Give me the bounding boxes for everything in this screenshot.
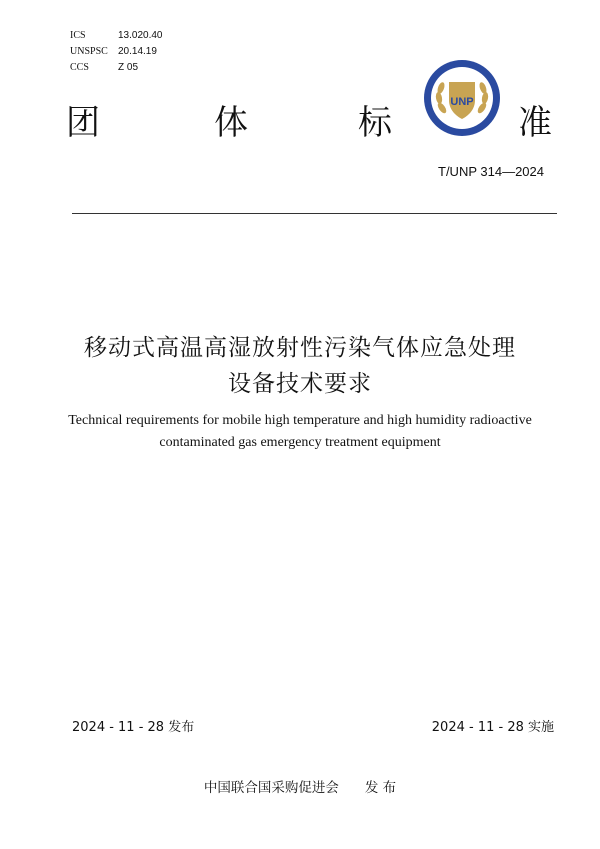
chinese-title [0,330,600,402]
unspsc-label: UNSPSC [70,46,108,57]
unspsc-value: 20.14.19 [118,46,157,57]
doc-type-char-4: 准 [518,103,552,143]
ccs-label: CCS [70,62,89,73]
publisher [0,776,600,796]
chinese-title-line-1: 移动式高温高湿放射性污染气体应急处理 [84,335,516,361]
doc-type-char-3: 标 [358,103,392,143]
english-title-line-1: Technical requirements for mobile high temperature and high humidity radioactive [68,413,532,428]
issue-date: 2024 - 11 - 28 发布 [72,720,195,735]
logo-text: UNP [450,96,474,108]
implementation-date: 2024 - 11 - 28 实施 [431,720,554,735]
ics-label: ICS [70,30,86,41]
english-title [40,410,560,454]
classification-codes [70,28,163,76]
publisher-action: 发 布 [364,780,397,796]
ics-row [70,28,163,44]
unspsc-row [70,44,163,60]
publisher-org: 中国联合国采购促进会 [203,780,339,796]
english-title-line-2: contaminated gas emergency treatment equipment [159,435,441,450]
header-divider [72,213,557,214]
ics-value: 13.020.40 [118,30,163,41]
ccs-row [70,60,163,76]
doc-type-char-2: 体 [214,103,248,143]
chinese-title-line-2: 设备技术要求 [228,371,372,397]
ccs-value: Z 05 [118,62,139,73]
doc-type-char-1: 团 [66,103,100,143]
standard-number: T/UNP 314—2024 [438,164,544,179]
document-type [66,103,556,143]
